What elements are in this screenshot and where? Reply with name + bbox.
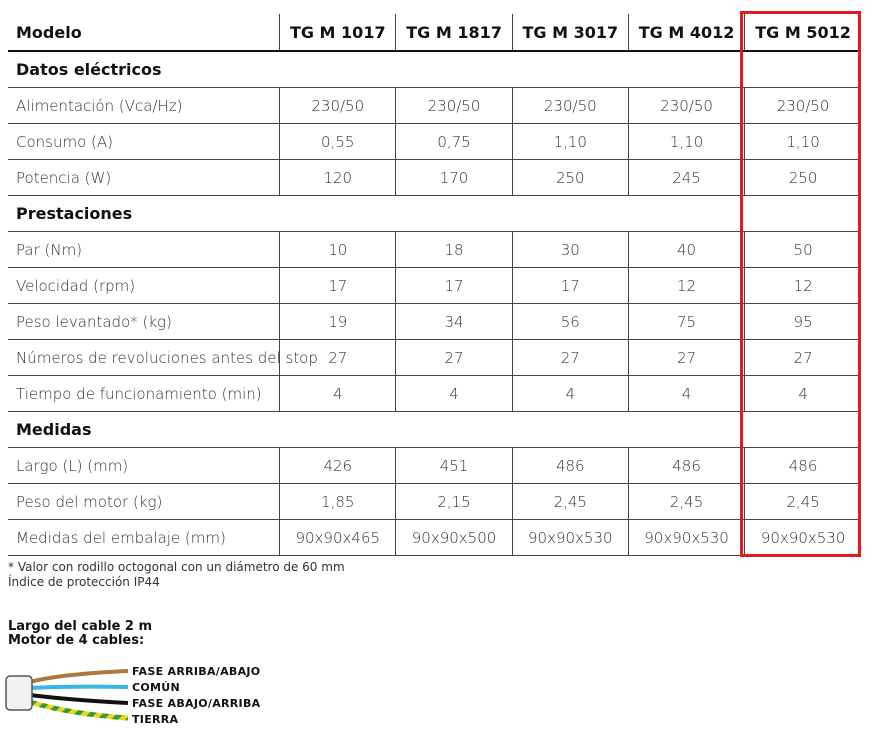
row-label: Velocidad (rpm): [8, 268, 280, 304]
spec-table: [8, 14, 861, 556]
row-label: Potencia (W): [8, 160, 280, 196]
value-cell: 4: [280, 376, 396, 412]
table-row: [8, 304, 861, 340]
table-row: [8, 340, 861, 376]
section-row: [8, 51, 861, 88]
model-header: TG M 3017: [512, 14, 628, 51]
value-cell: 451: [396, 448, 512, 484]
value-cell: 90x90x530: [628, 520, 744, 556]
value-cell: 90x90x500: [396, 520, 512, 556]
footnote-2: Índice de protección IP44: [8, 575, 160, 589]
footnote-1: * Valor con rodillo octogonal con un diámetro de 60 mm: [8, 560, 345, 574]
section-row: [8, 196, 861, 232]
value-cell: 230/50: [280, 88, 396, 124]
value-cell: 17: [512, 268, 628, 304]
value-cell: 4: [512, 376, 628, 412]
value-cell: 27: [280, 340, 396, 376]
value-cell: 90x90x465: [280, 520, 396, 556]
value-cell: 486: [745, 448, 861, 484]
wire-label: COMÚN: [132, 681, 181, 694]
value-cell: 230/50: [396, 88, 512, 124]
wire-brown: [30, 671, 128, 682]
section-title: Medidas: [8, 412, 861, 448]
wire-label: TIERRA: [132, 713, 179, 726]
value-cell: 27: [396, 340, 512, 376]
value-cell: 0,55: [280, 124, 396, 160]
value-cell: 12: [745, 268, 861, 304]
wire-black: [30, 695, 128, 703]
table-row: [8, 520, 861, 556]
value-cell: 56: [512, 304, 628, 340]
model-header: TG M 4012: [628, 14, 744, 51]
cable-diagram-icon: [0, 668, 140, 733]
row-label: Números de revoluciones antes del stop: [8, 340, 280, 376]
value-cell: 90x90x530: [512, 520, 628, 556]
wire-blue: [30, 687, 128, 688]
value-cell: 1,10: [628, 124, 744, 160]
row-label: Peso levantado* (kg): [8, 304, 280, 340]
value-cell: 1,10: [512, 124, 628, 160]
value-cell: 2,15: [396, 484, 512, 520]
header-row: [8, 14, 861, 51]
value-cell: 2,45: [628, 484, 744, 520]
table-row: [8, 448, 861, 484]
row-label: Alimentación (Vca/Hz): [8, 88, 280, 124]
value-cell: 250: [512, 160, 628, 196]
value-cell: 1,85: [280, 484, 396, 520]
table-row: [8, 376, 861, 412]
table-row: [8, 232, 861, 268]
value-cell: 486: [628, 448, 744, 484]
wire-label: FASE ABAJO/ARRIBA: [132, 697, 261, 710]
cable-info: [8, 620, 152, 648]
value-cell: 95: [745, 304, 861, 340]
highlight-frame: [740, 11, 861, 557]
value-cell: 4: [628, 376, 744, 412]
section-row: [8, 412, 861, 448]
table-row: [8, 268, 861, 304]
value-cell: 230/50: [628, 88, 744, 124]
row-label: Medidas del embalaje (mm): [8, 520, 280, 556]
value-cell: 245: [628, 160, 744, 196]
value-cell: 50: [745, 232, 861, 268]
value-cell: 34: [396, 304, 512, 340]
value-cell: 1,10: [745, 124, 861, 160]
value-cell: 250: [745, 160, 861, 196]
table-row: [8, 124, 861, 160]
value-cell: 426: [280, 448, 396, 484]
wire-earth: [30, 702, 128, 718]
value-cell: 27: [512, 340, 628, 376]
cable-length: Largo del cable 2 m: [8, 619, 153, 634]
value-cell: 120: [280, 160, 396, 196]
wire-labels: [132, 664, 260, 728]
value-cell: 230/50: [745, 88, 861, 124]
value-cell: 19: [280, 304, 396, 340]
model-header: TG M 1017: [280, 14, 396, 51]
row-label: Peso del motor (kg): [8, 484, 280, 520]
model-header: TG M 1817: [396, 14, 512, 51]
value-cell: 30: [512, 232, 628, 268]
value-cell: 40: [628, 232, 744, 268]
row-label: Consumo (A): [8, 124, 280, 160]
table-row: [8, 160, 861, 196]
value-cell: 90x90x530: [745, 520, 861, 556]
cable-count: Motor de 4 cables:: [8, 633, 145, 648]
value-cell: 2,45: [745, 484, 861, 520]
value-cell: 170: [396, 160, 512, 196]
row-label: Tiempo de funcionamiento (min): [8, 376, 280, 412]
value-cell: 10: [280, 232, 396, 268]
footnotes: [8, 560, 345, 590]
value-cell: 486: [512, 448, 628, 484]
value-cell: 2,45: [512, 484, 628, 520]
section-title: Prestaciones: [8, 196, 861, 232]
model-header: TG M 5012: [745, 14, 861, 51]
section-title: Datos eléctricos: [8, 51, 861, 88]
row-label: Par (Nm): [8, 232, 280, 268]
value-cell: 0,75: [396, 124, 512, 160]
value-cell: 230/50: [512, 88, 628, 124]
value-cell: 17: [396, 268, 512, 304]
row-label: Largo (L) (mm): [8, 448, 280, 484]
table-row: [8, 88, 861, 124]
value-cell: 4: [745, 376, 861, 412]
value-cell: 12: [628, 268, 744, 304]
wire-label: FASE ARRIBA/ABAJO: [132, 665, 261, 678]
value-cell: 4: [396, 376, 512, 412]
value-cell: 27: [745, 340, 861, 376]
value-cell: 17: [280, 268, 396, 304]
value-cell: 75: [628, 304, 744, 340]
value-cell: 18: [396, 232, 512, 268]
value-cell: 27: [628, 340, 744, 376]
header-label: Modelo: [8, 14, 280, 51]
cable-sheath: [6, 676, 32, 710]
table-row: [8, 484, 861, 520]
